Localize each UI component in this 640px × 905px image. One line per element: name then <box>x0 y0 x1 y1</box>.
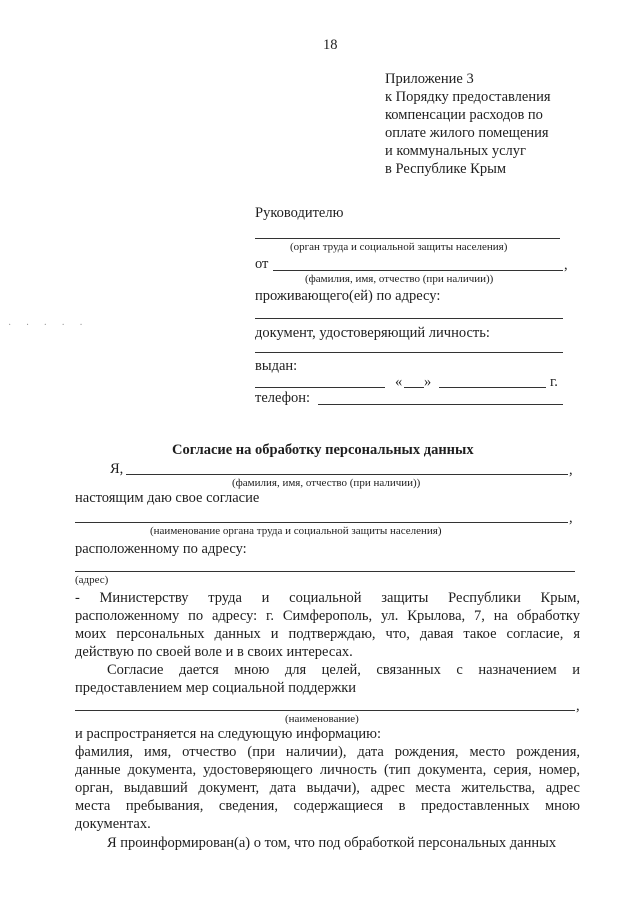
extends-to-text: и распространяется на следующую информацию: <box>75 726 382 742</box>
address-caption: (адрес) <box>75 574 109 586</box>
day-blank-line[interactable] <box>404 387 424 388</box>
issued-by-blank-line[interactable] <box>255 387 385 388</box>
fio-blank-line[interactable] <box>273 270 563 271</box>
consent-fio-caption: (фамилия, имя, отчество (при наличии)) <box>232 477 421 489</box>
paragraph-line: данные документа, удостоверяющего личность (тип документа, серия, номер, <box>75 762 580 778</box>
month-year-blank-line[interactable] <box>439 387 546 388</box>
paragraph-line: - Министерству труда и социальной защиты Республики Крым, <box>75 590 580 606</box>
paragraph-line: действую по своей воле и в своих интересах. <box>75 644 353 660</box>
address-label: проживающего(ей) по адресу: <box>255 288 441 304</box>
paragraph-line: фамилия, имя, отчество (при наличии), дата рождения, место рождения, <box>75 744 580 760</box>
appendix-line: к Порядку предоставления <box>385 89 551 105</box>
comma: , <box>569 462 573 478</box>
consent-fio-blank-line[interactable] <box>126 474 568 475</box>
comma: , <box>576 698 580 714</box>
paragraph-line: расположенному по адресу: г. Симферополь, ул. Крылова, 7, на обработку <box>75 608 580 624</box>
appendix-line: оплате жилого помещения <box>385 125 549 141</box>
quote-open: « <box>395 374 403 390</box>
located-at-text: расположенному по адресу: <box>75 541 247 557</box>
org-blank-line[interactable] <box>255 238 560 239</box>
id-document-label: документ, удостоверяющий личность: <box>255 325 490 341</box>
addressee-label: Руководителю <box>255 205 344 221</box>
appendix-line: компенсации расходов по <box>385 107 543 123</box>
consent-org-blank-line[interactable] <box>75 522 568 523</box>
paragraph-line: документах. <box>75 816 151 832</box>
from-label: от <box>255 256 269 272</box>
give-consent-text: настоящим даю свое согласие <box>75 490 260 506</box>
org-caption: (орган труда и социальной защиты населения) <box>290 241 508 253</box>
fio-caption: (фамилия, имя, отчество (при наличии)) <box>305 273 494 285</box>
informed-text: Я проинформирован(а) о том, что под обработкой персональных данных <box>107 835 557 851</box>
page-number: 18 <box>323 37 338 53</box>
phone-label: телефон: <box>255 390 311 406</box>
name-caption: (наименование) <box>285 713 359 725</box>
purpose-blank-line[interactable] <box>75 710 575 711</box>
paragraph-line: Согласие дается мною для целей, связанных с назначением и <box>107 662 580 678</box>
year-suffix: г. <box>550 374 558 390</box>
i-label: Я, <box>110 461 124 477</box>
appendix-line: и коммунальных услуг <box>385 143 526 159</box>
consent-org-caption: (наименование органа труда и социальной защиты населения) <box>150 525 442 537</box>
comma: , <box>564 257 568 273</box>
scan-artifact: · · · · · <box>8 320 89 331</box>
phone-blank-line[interactable] <box>318 404 563 405</box>
quote-close: » <box>424 374 432 390</box>
paragraph-line: моих персональных данных и подтверждаю, что, давая такое согласие, я <box>75 626 580 642</box>
id-document-blank-line[interactable] <box>255 352 563 353</box>
paragraph-line: места пребывания, сведения, содержащиеся в предоставленных мною <box>75 798 580 814</box>
consent-address-blank-line[interactable] <box>75 571 575 572</box>
paragraph-line: предоставлением мер социальной поддержки <box>75 680 357 696</box>
paragraph-line: орган, выдавший документ, дата выдачи), адрес места жительства, адрес <box>75 780 580 796</box>
issued-label: выдан: <box>255 358 298 374</box>
comma: , <box>569 510 573 526</box>
appendix-line: в Республике Крым <box>385 161 506 177</box>
consent-title: Согласие на обработку персональных данных <box>172 442 474 458</box>
appendix-line: Приложение 3 <box>385 71 474 87</box>
address-blank-line[interactable] <box>255 318 563 319</box>
